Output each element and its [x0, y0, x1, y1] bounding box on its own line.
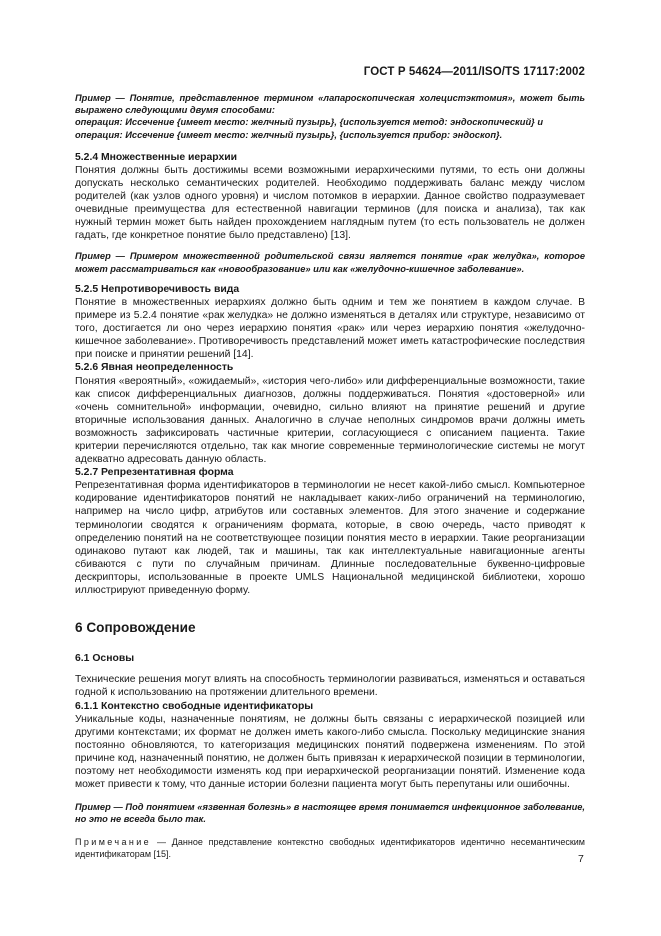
paragraph-6-1-1: Уникальные коды, назначенные понятиям, не должны быть связаны с иерархической позицией или другими контекстами; их формат не должен иметь какого-либо смысла. Поскольку медицинские знания постоянно обновляются, то категоризация медицинских понятий подвержена изменениям. По этой причине код, назначенный понятию, не должен быть привязан к иерархической позиции в терминологии, поэтому нет необходимости изменять код при иерархической реорганизации понятий. Изменение кода может привести к тому, что данные истории болезни пациента могут быть перепутаны или ошибочны. — [75, 713, 585, 791]
example-label: Пример — — [75, 93, 125, 103]
example-text: Примером множественной родительской связи является понятие «рак желудка», которое может рассматриваться как «новообразование» или как «желудочно-кишечное заболевание». — [75, 251, 585, 274]
section-heading-5-2-7: 5.2.7 Репрезентативная форма — [75, 467, 234, 479]
example-1-line-2: операция: Иссечение {имеет место: желчный пузырь}, {используется прибор: эндоскоп}. — [75, 129, 503, 140]
section-heading-6: 6 Сопровождение — [75, 620, 196, 636]
paragraph-5-2-7: Репрезентативная форма идентификаторов в терминологии не несет какой-либо смысл. Компьютерное кодирование идентификаторов понятий не накладывает каких-либо ограничений на терминологию, например на число цифр, атрибутов или составных элементов. Для этого значение и содержание терминологии сводятся к ограничениям формата, которые, в свою очередь, часто приводят к определению понятий на не соответствующее позиции понятия место в иерархии. Такие реорганизации одинаково путают как людей, так и машины, так как интеллектуальные навигационные агенты сбиваются с пути по случайным причинам. Длинные последовательные буквенно-цифровые дескрипторы, использованные в проекте UMLS Национальной медицинской библиотеки, хорошо иллюстрируют приведенную форму. — [75, 480, 585, 597]
example-text: Понятие, представленное термином «лапароскопическая холецистэктомия», может быть выражено следующими двумя способами: — [75, 93, 585, 116]
section-heading-5-2-6: 5.2.6 Явная неопределенность — [75, 362, 234, 374]
paragraph-6-1: Технические решения могут влиять на способность терминологии развиваться, изменяться и оставаться годной к использованию на протяжении длительного времени. — [75, 674, 585, 699]
note-label: Примечание — [75, 836, 152, 847]
paragraph-5-2-6: Понятия «вероятный», «ожидаемый», «история чего-либо» или дифференциальные возможности, такие как список дифференциальных диагнозов, должны поддерживаться. Понятия «достоверной» или «очень сомнительной» информации, очевидно, сильно влияют на принятие решений и другие вторичные использования данных. Аналогично в случае неполных синдромов врачи должны иметь возможность зафиксировать частичные критерии, согласующиеся с описанием пациента. Такие критерии перечисляются отдельно, так как многие современные терминологические системы не могут адекватно адресовать данную область. — [75, 375, 585, 466]
example-label: Пример — — [75, 802, 123, 813]
example-3 — [75, 801, 585, 825]
example-text: Под понятием «язвенная болезнь» в настоящее время понимается инфекционное заболевание, но это не всегда было так. — [75, 802, 585, 825]
example-2 — [75, 250, 585, 274]
note-text: — Данное представление контекстно свободных идентификаторов идентично несемантическим идентификаторам [15]. — [75, 836, 585, 859]
example-1-line-1: операция: Иссечение {имеет место: желчный пузырь}, {используется метод: эндоскопический} и — [75, 117, 544, 128]
paragraph-5-2-5: Понятие в множественных иерархиях должно быть одним и тем же понятием в каждом случае. В примере из 5.2.4 понятие «рак желудка» не должно изменяться в деталях или структуре, независимо от того, достигается ли оно через иерархию понятия «рак» или через иерархию понятия «желудочно-кишечное заболевание». Противоречивость представлений может иметь катастрофические последствия при поиске и принятии решений [14]. — [75, 296, 585, 361]
section-heading-5-2-5: 5.2.5 Непротиворечивость вида — [75, 283, 240, 295]
example-label: Пример — — [75, 251, 125, 262]
section-heading-5-2-4: 5.2.4 Множественные иерархии — [75, 151, 238, 163]
page-content — [75, 92, 585, 860]
standard-header: ГОСТ Р 54624—2011/ISO/TS 17117:2002 — [363, 66, 585, 78]
section-heading-6-1-1: 6.1.1 Контекстно свободные идентификаторы — [75, 700, 314, 712]
example-1 — [75, 92, 585, 116]
page-number: 7 — [578, 853, 584, 865]
note — [75, 836, 585, 860]
section-heading-6-1: 6.1 Основы — [75, 653, 135, 665]
paragraph-5-2-4: Понятия должны быть достижимы всеми возможными иерархическими путями, то есть они должны допускать несколько семантических родителей. Необходимо поддерживать баланс между числом родителей (как узлов одного уровня) и числом потомков в иерархии. Данное свойство подразумевает очевидные преимущества для естественной навигации терминов (для поиска и анализа), так как нужный термин может быть найден прохождением наглядным путем (то есть пользователь не должен гадать, где конкретное понятие было представлено) [13]. — [75, 164, 585, 242]
